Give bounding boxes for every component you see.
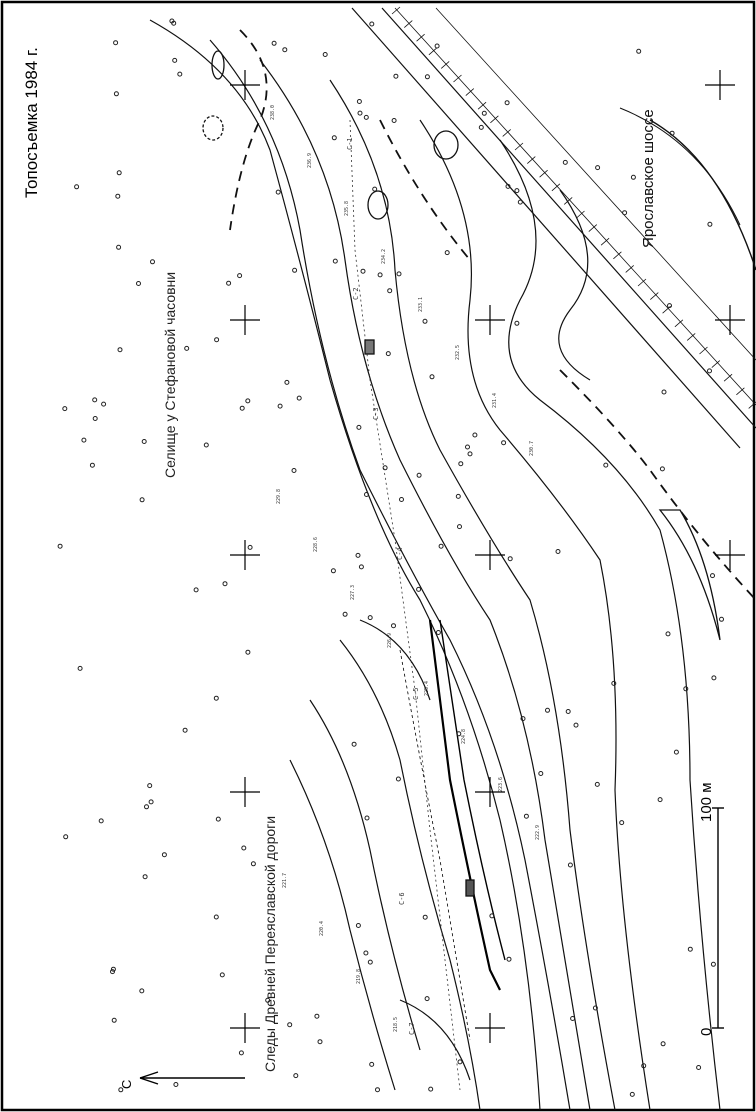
survey-dot	[711, 962, 715, 966]
survey-dot	[456, 494, 460, 498]
survey-dot	[435, 44, 439, 48]
survey-dot	[220, 973, 224, 977]
spot-height: 222.9	[535, 824, 541, 840]
survey-dot	[660, 467, 664, 471]
highway-tick	[417, 34, 425, 41]
survey-dot	[459, 462, 463, 466]
north-arrow	[140, 1072, 245, 1084]
survey-dot	[118, 348, 122, 352]
survey-dot	[417, 473, 421, 477]
spot-height: 220.4	[319, 920, 325, 936]
survey-dot	[482, 111, 486, 115]
survey-dot	[361, 269, 365, 273]
survey-dot	[227, 281, 231, 285]
survey-dot	[604, 463, 608, 467]
survey-dot	[378, 273, 382, 277]
survey-dot	[240, 406, 244, 410]
survey-dot	[364, 951, 368, 955]
survey-dot	[333, 259, 337, 263]
highway-tick	[392, 7, 400, 14]
survey-point-label: С-3	[372, 407, 380, 420]
survey-dot	[239, 1051, 243, 1055]
spot-height: 218.5	[393, 1016, 399, 1032]
survey-dot	[688, 947, 692, 951]
survey-dot	[178, 72, 182, 76]
highway-ticks	[392, 7, 756, 408]
survey-dot	[332, 136, 336, 140]
survey-dot	[149, 800, 153, 804]
survey-dot	[82, 438, 86, 442]
spot-height: 227.3	[350, 584, 356, 600]
survey-dot	[376, 1088, 380, 1092]
survey-dot	[323, 53, 327, 57]
survey-dot	[515, 321, 519, 325]
survey-dot	[162, 853, 166, 857]
spot-height: 230.7	[529, 440, 535, 456]
survey-dot	[357, 100, 361, 104]
survey-dot	[571, 1017, 575, 1021]
survey-dot	[343, 612, 347, 616]
scale-label-100m: 100 м	[698, 782, 715, 822]
survey-dot	[365, 816, 369, 820]
survey-dot	[112, 1018, 116, 1022]
spot-height: 238.0	[270, 104, 276, 120]
settlement-label: Селище у Стефановой часовни	[162, 271, 178, 478]
survey-dot	[539, 772, 543, 776]
survey-dot	[623, 211, 627, 215]
survey-dot	[595, 782, 599, 786]
survey-dot	[63, 407, 67, 411]
survey-point-label: С-1	[346, 137, 354, 150]
survey-dot	[388, 289, 392, 293]
survey-dot	[505, 101, 509, 105]
survey-dot	[246, 399, 250, 403]
survey-dot	[174, 1083, 178, 1087]
survey-dot	[436, 631, 440, 635]
highway-label: Ярославское шоссе	[640, 109, 657, 248]
scale-label-zero: 0	[698, 1027, 715, 1036]
survey-dot	[145, 805, 149, 809]
survey-dot	[283, 48, 287, 52]
spot-height: 225.4	[424, 680, 430, 696]
survey-dot	[58, 544, 62, 548]
survey-dot	[479, 125, 483, 129]
survey-dot	[117, 245, 121, 249]
contour-lines	[150, 20, 720, 1110]
spot-height: 231.4	[492, 392, 498, 408]
survey-dot	[708, 369, 712, 373]
survey-dot	[396, 777, 400, 781]
survey-dot	[297, 396, 301, 400]
survey-dot	[93, 398, 97, 402]
survey-dot	[194, 588, 198, 592]
highway-tick	[429, 48, 437, 55]
survey-dot	[151, 260, 155, 264]
survey-dot	[117, 171, 121, 175]
survey-dot	[423, 915, 427, 919]
survey-dot	[708, 222, 712, 226]
survey-dot	[563, 160, 567, 164]
survey-dot	[288, 1023, 292, 1027]
spot-height: 229.8	[276, 488, 282, 504]
spot-height: 234.2	[381, 248, 387, 264]
survey-dot	[93, 417, 97, 421]
survey-dot	[364, 115, 368, 119]
survey-dot	[214, 696, 218, 700]
spot-height: 232.5	[455, 344, 461, 360]
survey-dot	[445, 251, 449, 255]
survey-dot	[223, 582, 227, 586]
spot-height: 224.8	[461, 728, 467, 744]
survey-dot	[458, 1060, 462, 1064]
survey-dot	[140, 498, 144, 502]
highway-tick	[441, 61, 449, 68]
survey-dot	[356, 553, 360, 557]
survey-dot	[417, 587, 421, 591]
survey-traverse	[350, 120, 460, 1090]
survey-dot	[423, 319, 427, 323]
survey-dot	[318, 1040, 322, 1044]
highway-tick	[454, 75, 462, 82]
survey-dot	[711, 574, 715, 578]
survey-dot	[468, 452, 472, 456]
survey-dot	[392, 119, 396, 123]
survey-dot	[631, 175, 635, 179]
survey-dot	[285, 380, 289, 384]
survey-dot	[359, 565, 363, 569]
survey-dot	[425, 997, 429, 1001]
spot-height: 228.6	[313, 536, 319, 552]
survey-dot	[114, 41, 118, 45]
highway-tick	[404, 21, 412, 28]
spot-height: 223.6	[498, 776, 504, 792]
survey-dot	[173, 58, 177, 62]
survey-point-label: С-5	[412, 687, 420, 700]
survey-dot	[658, 798, 662, 802]
survey-dot	[368, 616, 372, 620]
survey-dot	[373, 187, 377, 191]
north-label: С	[119, 1079, 134, 1089]
survey-dot	[356, 924, 360, 928]
survey-dot	[392, 624, 396, 628]
survey-dots	[58, 19, 723, 1096]
survey-title: Топосъемка 1984 г.	[22, 47, 41, 198]
survey-dot	[556, 550, 560, 554]
survey-dot	[248, 545, 252, 549]
survey-dot	[90, 463, 94, 467]
survey-dot	[140, 989, 144, 993]
survey-dot	[137, 282, 141, 286]
survey-dot	[400, 498, 404, 502]
survey-dot	[518, 200, 522, 204]
survey-dot	[596, 166, 600, 170]
survey-dot	[383, 466, 387, 470]
grid-crosses	[230, 70, 745, 1043]
survey-dot	[425, 75, 429, 79]
survey-dot	[674, 750, 678, 754]
survey-dot	[78, 666, 82, 670]
survey-dot	[386, 352, 390, 356]
survey-dot	[148, 784, 152, 788]
survey-dot	[183, 728, 187, 732]
survey-dot	[246, 650, 250, 654]
survey-point-label: С-7	[408, 1022, 416, 1035]
survey-dot	[566, 710, 570, 714]
survey-dot	[294, 1074, 298, 1078]
spot-height: 226.9	[387, 632, 393, 648]
survey-dot	[502, 441, 506, 445]
survey-dot	[114, 92, 118, 96]
survey-dot	[216, 817, 220, 821]
highway-tick	[466, 89, 474, 96]
survey-dot	[637, 49, 641, 53]
survey-dot	[272, 41, 276, 45]
ancient-road-label: Следы Древней Переяславской дороги	[262, 815, 278, 1072]
survey-dot	[352, 742, 356, 746]
survey-dot	[315, 1014, 319, 1018]
spot-height: 235.8	[344, 200, 350, 216]
survey-dot	[720, 617, 724, 621]
survey-point-label: С-6	[398, 892, 406, 905]
survey-dot	[293, 268, 297, 272]
scale-bar	[712, 808, 724, 1028]
survey-dot	[439, 544, 443, 548]
survey-dot	[251, 862, 255, 866]
survey-dot	[204, 443, 208, 447]
survey-dot	[662, 390, 666, 394]
survey-dot	[278, 404, 282, 408]
survey-dot	[508, 557, 512, 561]
survey-dot	[697, 1066, 701, 1070]
survey-dot	[394, 74, 398, 78]
survey-dot	[466, 445, 470, 449]
survey-dot	[75, 185, 79, 189]
survey-dot	[370, 1062, 374, 1066]
survey-dot	[473, 433, 477, 437]
survey-dot	[620, 821, 624, 825]
spot-height: 219.8	[356, 968, 362, 984]
spot-height: 233.1	[418, 296, 424, 312]
survey-dot	[712, 676, 716, 680]
survey-dot	[370, 22, 374, 26]
survey-dot	[64, 835, 68, 839]
survey-dot	[331, 569, 335, 573]
survey-dot	[242, 846, 246, 850]
survey-dot	[515, 189, 519, 193]
survey-dot	[142, 440, 146, 444]
survey-dot	[568, 863, 572, 867]
survey-dot	[524, 814, 528, 818]
survey-dot	[546, 708, 550, 712]
survey-dot	[238, 274, 242, 278]
survey-dot	[143, 875, 147, 879]
survey-dot	[292, 469, 296, 473]
spot-height: 236.9	[307, 152, 313, 168]
spot-height: 221.7	[282, 872, 288, 888]
survey-dot	[276, 190, 280, 194]
survey-point-label: С-4	[396, 547, 404, 560]
highway-band	[352, 8, 756, 448]
survey-dot	[430, 375, 434, 379]
survey-dot	[661, 1042, 665, 1046]
survey-dot	[358, 111, 362, 115]
survey-dot	[215, 338, 219, 342]
survey-dot	[666, 632, 670, 636]
survey-dot	[368, 960, 372, 964]
survey-dot	[397, 272, 401, 276]
survey-dot	[458, 525, 462, 529]
survey-dot	[185, 346, 189, 350]
survey-dot	[214, 915, 218, 919]
survey-dot	[357, 425, 361, 429]
survey-dot	[574, 723, 578, 727]
survey-dot	[116, 194, 120, 198]
survey-dot	[507, 957, 511, 961]
survey-dot	[99, 819, 103, 823]
survey-dot	[429, 1087, 433, 1091]
survey-dot	[630, 1092, 634, 1096]
survey-dot	[102, 402, 106, 406]
survey-point-label: С-2	[352, 287, 360, 300]
survey-dot	[684, 687, 688, 691]
